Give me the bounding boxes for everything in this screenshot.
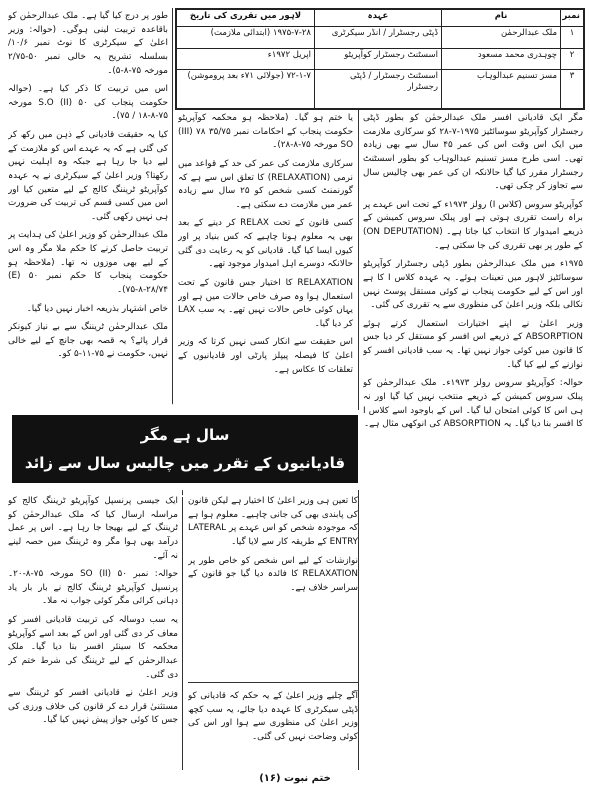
row-name: مسز تسنیم عبدالوہاب [442,70,561,109]
row-name: چوہدری محمد مسعود [442,48,561,70]
appointments-table [175,8,585,110]
paragraph: ملک عبدالرحمٰن کو وزیر اعلیٰ کی ہدایت پر تربیت حاصل کرنے کا حکم ملا مگر وہ اس کے لیے بھی موزوں نہ تھا۔ (ملاحظہ ہو حکومت پنجاب کا حکم نمبر ۵۰ (E) ۷۵-۸-۲۸/۷۴)۔ [8,230,168,295]
magazine-name: ختم نبوت [284,773,331,784]
article-column-middle-top [178,112,353,402]
paragraph: کوآپریٹو سروس (کلاس I) رولز ۱۹۷۳ء کے تحت اس عہدے پر براہ راست تقرری ہوتی ہے اور پبلک سروس کمیشن کے ذریعے امیدوار کا انتخاب کیا جاتا ہے۔ (ON DEPUTATION) کے طور پر بھی تقرری کی جا سکتی ہے۔ [363,199,583,251]
header-post: عہدہ [315,10,442,27]
headline-box [12,397,358,501]
paragraph: کا تعین ہی وزیر اعلیٰ کا اختیار ہے لیکن قانون کی پابندی بھی کی جانی چاہیے۔ معلوم ہوا ہے کہ موجودہ شخص کو اس عہدے پر LATERAL ENTRY کے طریقہ کار سے لایا گیا۔ [188,496,358,547]
paragraph: RELAXATION کا اختیار جس قانون کے تحت استعمال ہوا وہ صرف خاص حالات میں ہے اور یہاں کوئی خاص حالات نہیں تھے۔ یہ سب LAX کر دیا گیا۔ [178,277,353,329]
table-row [177,70,584,109]
table-header-row [177,10,584,27]
paragraph: کسی قانون کے تحت RELAX کر دینے کے بعد بھی یہ معلوم ہونا چاہیے کہ کس بنیاد پر اور کیوں ایسا کیا گیا۔ قادیانی کو یہ رعایت دی گئی حالانکہ دوسرے اہل امیدوار موجود تھے۔ [178,218,353,270]
header-name: نام [442,10,561,27]
paragraph: سرکاری ملازمت کی عمر کی حد کے قواعد میں نرمی (RELAXATION) کا تعلق اس سے ہے کہ گورنمنٹ کسی شخص کو ۲۵ سال سے زیادہ عمر میں ملازمت دے سکتی ہے۔ [178,158,353,210]
article-column-middle-bottom [188,495,358,665]
page-number: (۱۶) [259,773,281,784]
paragraph: آگے چلیے وزیر اعلیٰ کے یہ حکم کہ قادیانی کو ڈپٹی سیکرٹری کا عہدہ دیا جائے، یہ سب کچھ وزیر اعلیٰ کی منظوری سے ہوا اور اس کی کوئی وضاحت نہیں کی گئی۔ [188,691,358,742]
paragraph: اس حقیقت سے انکار کسی نہیں کرتا کہ وزیر اعلیٰ کا فیصلہ پیپلز پارٹی اور قادیانیوں کے تعلقات کا عکاس ہے۔ [178,337,353,375]
article-column-middle-bottom-2 [188,690,358,770]
column-divider [358,490,359,770]
paragraph: حوالہ: کوآپریٹو سروس رولز ۱۹۷۳ء۔ ملک عبدالرحمٰن کو پبلک سروس کمیشن کے ذریعے منتخب نہیں کیا گیا اور نہ ہی اس کا کوئی امتحان لیا گیا۔ اس کے باوجود اسے کلاس I کا افسر بنا دیا گیا۔ یہ ABSORPTION کی انوکھی مثال ہے۔ [363,378,583,430]
paragraph: ملک عبدالرحمٰن ٹریننگ سے بے نیاز کیونکر قرار پائے؟ یہ قصہ بھی جانچ کے لیے خالی نہیں، حکومت نے ۷۵-۱۱-۵ کو۔ [8,322,168,360]
row-date: ۷۲-۱-۷ (جولائی ۷۱ء بعد پروموشن) [177,70,315,109]
row-post: اسسٹنٹ رجسٹرار / ڈپٹی رجسٹرار [315,70,442,109]
row-date: ۱۹۷۵-۷-۲۸ (ابتدائی ملازمت) [177,27,315,49]
paragraph: ایک جیسی پرنسپل کوآپریٹو ٹریننگ کالج کو مراسلہ ارسال کیا کہ ملک عبدالرحمٰن کو ٹریننگ کے لیے بھیجا جا رہا ہے۔ اس پر عمل درآمد بھی ہوا مگر وہ ٹریننگ میں حصہ لینے نہ آئے۔ [8,496,178,561]
row-post: اسسٹنٹ رجسٹرار کوآپریٹو [315,48,442,70]
paragraph: مگر ایک قادیانی افسر ملک عبدالرحمٰن کو بطور ڈپٹی رجسٹرار کوآپریٹو سوسائٹیز ۱۹۷۵-۷-۲۸ کو سرکاری ملازمت میں ایک اس وقت اس کی عمر ۴۵ سال سے بھی زیادہ تھی۔ اسی طرح مسز تسنیم عبدالوہاب کو بطور اسسٹنٹ رجسٹرار مقرر کیا گیا حالانکہ ان کی عمر بھی چالیس سال سے تجاوز کر چکی تھی۔ [363,113,583,192]
article-column-left-top [8,10,168,410]
article-column-right [363,112,583,772]
header-number: نمبر [561,10,584,27]
paragraph: خاص اشتہار بذریعہ اخبار نہیں دیا گیا۔ [26,303,168,314]
header-date: لاہور میں تقرری کی تاریخ [177,10,315,27]
paragraph: یا ختم ہو گیا۔ (ملاحظہ ہو محکمہ کوآپریٹو حکومت پنجاب کے احکامات نمبر ۳۵/۷۵ ۷۸ (III) SO مورخہ ۷۵-۸-۲۸)۔ [178,113,353,151]
page-footer [0,770,590,787]
paragraph: اس میں تربیت کا ذکر کیا ہے۔ (حوالہ حکومت پنجاب کی ۵۰ (II) S.O مورخہ ۷۵-۸-۱۸ / ۷۵)۔ [8,84,168,122]
paragraph: ۱۹۷۵ء میں ملک عبدالرحمٰن بطور ڈپٹی رجسٹرار کوآپریٹو سوسائٹیز لاہور میں تعینات ہوئے۔ یہ عہدہ کلاس I کا ہے اور اس کے لیے حکومت پنجاب نے کوئی مستقل پوسٹ نہیں نکالی بلکہ وزیر اعلیٰ کی منظوری سے یہ تقرری کی گئی۔ [363,259,583,311]
row-number: ۱ [561,27,584,49]
paragraph: وزیر اعلیٰ نے قادیانی افسر کو ٹریننگ سے مستثنیٰ قرار دے کر قانون کی خلاف ورزی کی جس کا کوئی جواز پیش نہیں کیا گیا۔ [8,688,178,726]
column-divider [358,110,359,410]
row-post: ڈپٹی رجسٹرار / انڈر سیکرٹری [315,27,442,49]
table-row [177,48,584,70]
column-divider [182,490,183,770]
row-name: ملک عبدالرحمٰن [442,27,561,49]
paragraph: یہ سب دوسالہ کی تربیت قادیانی افسر کو معاف کر دی گئی اور اس کے بعد اسے کوآپریٹو محکمہ کا سینئر افسر بنا دیا گیا۔ ملک عبدالرحمٰن کے لیے ٹریننگ کی شرط ختم کر دی گئی۔ [8,615,178,680]
article-column-left-bottom [8,495,178,770]
section-divider [188,682,358,683]
row-number: ۳ [561,70,584,109]
row-number: ۲ [561,48,584,70]
table-row [177,27,584,49]
paragraph: طور پر درج کیا گیا ہے۔ ملک عبدالرحمٰن کو باقاعدہ تربیت لینی ہوگی۔ (حوالہ: وزیر اعلیٰ کے سیکرٹری کا نوٹ نمبر ۱۰/۶/ بسلسلہ تشریح یہ خالی نمبر ۵۰-۲/۷۵ مورخہ ۷۵-۸-۵)۔ [8,11,168,76]
headline-line-1: سرکاری ملازمت کے لیے عمر کی انتہائی حد ۲۵ سال ہے مگر [15,397,355,444]
headline-line-2: قادیانیوں کے تقرر میں چالیس سال سے زائد عمر بھی رکاوٹ نہ بنی [24,454,346,501]
row-date: اپریل ۱۹۷۲ء [177,48,315,70]
paragraph: حوالہ: نمبر ۵۰ (II) SO مورخہ ۷۵-۸-۲۰۔ پرنسپل کوآپریٹو ٹریننگ کالج نے بار بار یاد دہانی کرائی مگر کوئی جواب نہ ملا۔ [8,569,178,607]
paragraph: نوازشات کے لیے اس شخص کو خاص طور پر RELAXATION کا فائدہ دیا گیا جو قانون کے سراسر خلاف ہے۔ [188,555,358,593]
paragraph: وزیر اعلیٰ نے اپنے اختیارات استعمال کرتے ہوئے ABSORPTION کے ذریعے اس افسر کو مستقل کر دیا جس کا قانون میں کوئی جواز نہیں تھا۔ یہ سب قادیانی افسر کو نوازنے کے لیے کیا گیا۔ [363,318,583,370]
column-divider [172,8,173,408]
paragraph: کیا یہ حقیقت قادیانی کے ذہن میں رکھ کر کی گئی ہے کہ یہ عہدے اس کو ملازمت کے لیے دیا جا رہا ہے جبکہ وہ اہلیت نہیں رکھتا؟ وزیر اعلیٰ کے سیکرٹری نے یہ عہدہ کوآپریٹو ٹریننگ کالج کے لیے متعین کیا اور اس میں کسی قسم کی تربیت کی ضرورت ہی نہیں رکھی گئی۔ [8,130,168,222]
